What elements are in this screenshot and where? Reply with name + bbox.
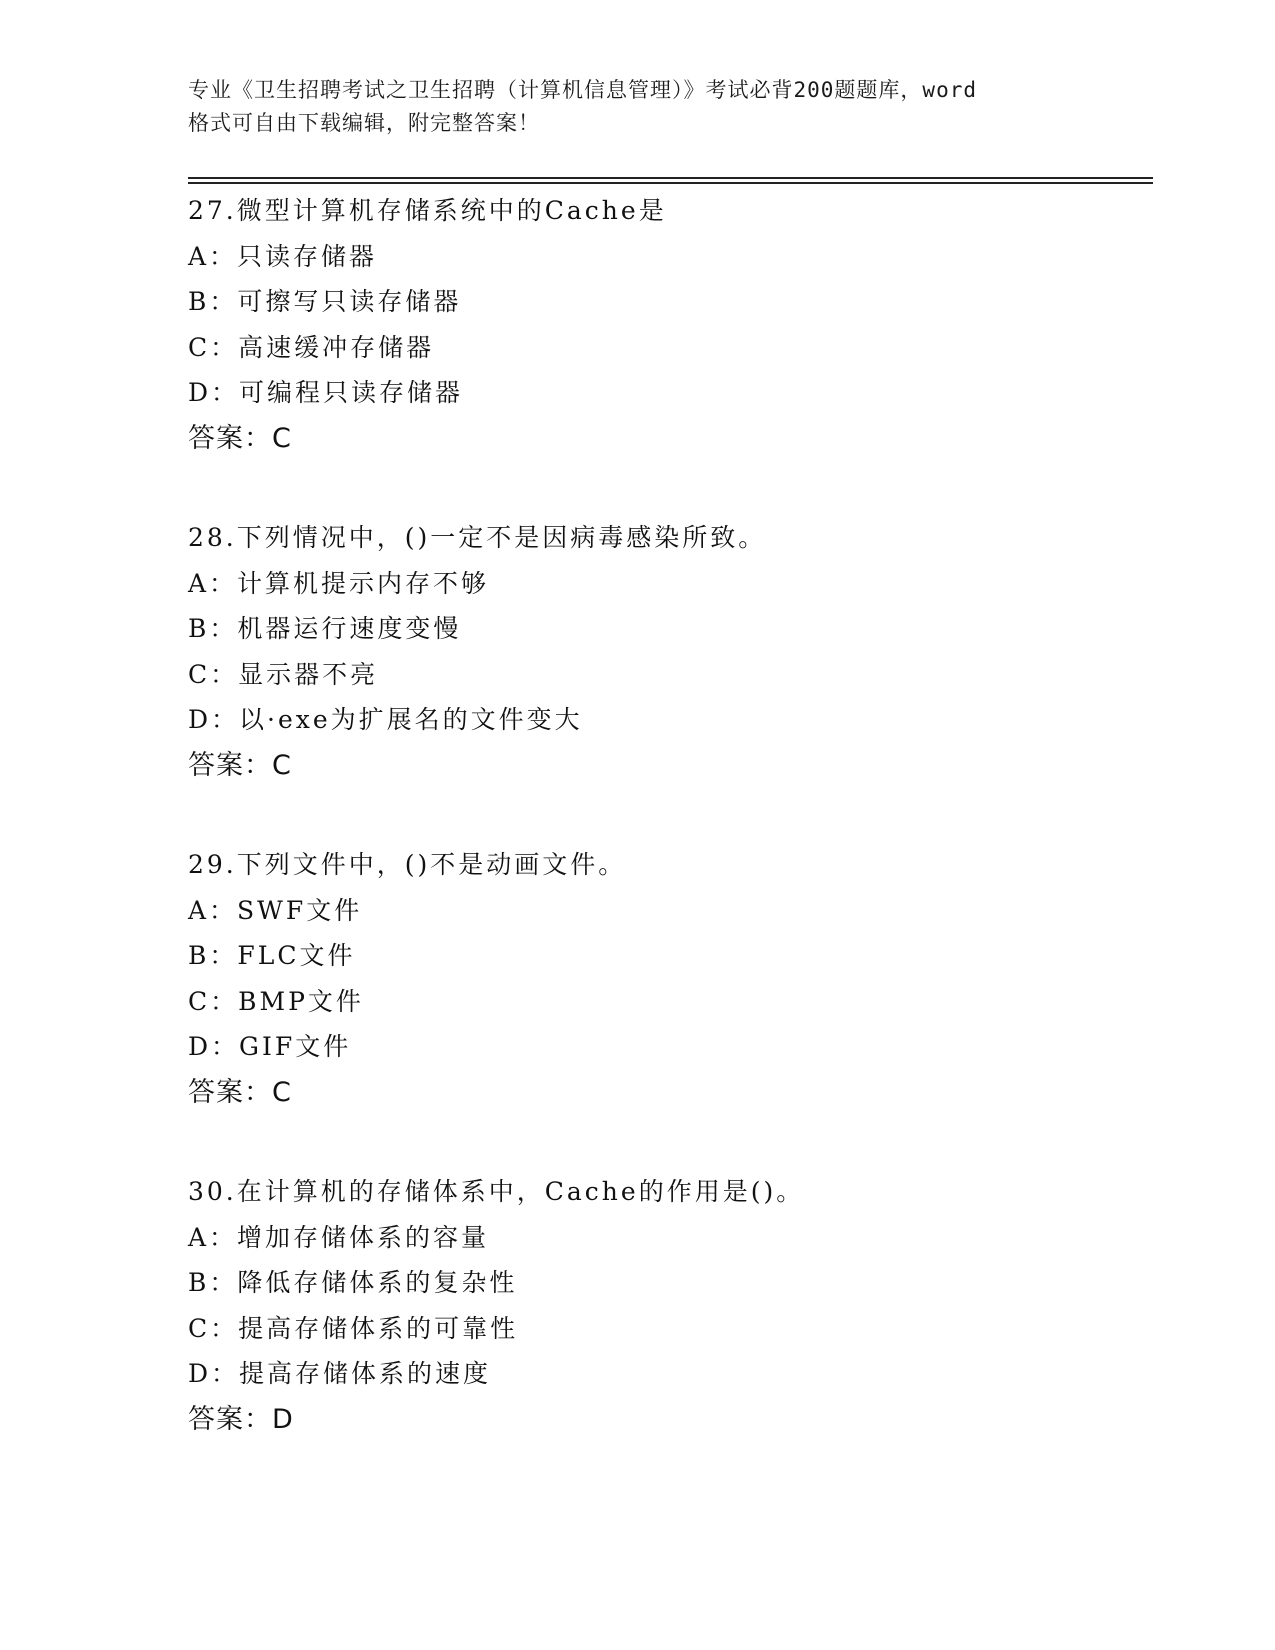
header-divider-top xyxy=(188,177,1153,179)
option-d: D：GIF文件 xyxy=(188,1032,352,1061)
question-stem: 29.下列文件中，()不是动画文件。 xyxy=(188,850,627,879)
option-b: B：FLC文件 xyxy=(188,941,356,970)
option-a: A：只读存储器 xyxy=(188,241,378,271)
option-d: D：提高存储体系的速度 xyxy=(188,1359,492,1388)
option-a: A：SWF文件 xyxy=(188,895,363,925)
question-28 xyxy=(188,515,1148,788)
option-b: B：可擦写只读存储器 xyxy=(188,287,462,316)
header-line-1: 专业《卫生招聘考试之卫生招聘（计算机信息管理）》考试必背200题题库，word xyxy=(188,78,977,102)
header-divider-bottom xyxy=(188,182,1153,184)
question-30 xyxy=(188,1169,1148,1442)
option-a: A：计算机提示内存不够 xyxy=(188,568,490,598)
option-d: D：可编程只读存储器 xyxy=(188,378,464,407)
option-c: C：BMP文件 xyxy=(188,986,364,1016)
option-c: C：显示器不亮 xyxy=(188,659,379,689)
answer: 答案：D xyxy=(188,1403,294,1435)
question-stem: 27.微型计算机存储系统中的Cache是 xyxy=(188,196,667,225)
option-a: A：增加存储体系的容量 xyxy=(188,1222,490,1252)
option-c: C：提高存储体系的可靠性 xyxy=(188,1313,519,1343)
answer: 答案：C xyxy=(188,422,292,454)
option-c: C：高速缓冲存储器 xyxy=(188,332,435,362)
answer: 答案：C xyxy=(188,749,292,781)
question-stem: 28.下列情况中，()一定不是因病毒感染所致。 xyxy=(188,523,767,552)
option-b: B：机器运行速度变慢 xyxy=(188,614,462,643)
question-list xyxy=(188,188,1148,1496)
document-header xyxy=(188,74,1088,140)
question-stem: 30.在计算机的存储体系中，Cache的作用是()。 xyxy=(188,1177,805,1206)
header-line-2: 格式可自由下载编辑，附完整答案！ xyxy=(188,111,540,135)
question-27 xyxy=(188,188,1148,461)
option-b: B：降低存储体系的复杂性 xyxy=(188,1268,518,1297)
option-d: D：以·exe为扩展名的文件变大 xyxy=(188,705,583,734)
answer: 答案：C xyxy=(188,1076,292,1108)
question-29 xyxy=(188,842,1148,1115)
